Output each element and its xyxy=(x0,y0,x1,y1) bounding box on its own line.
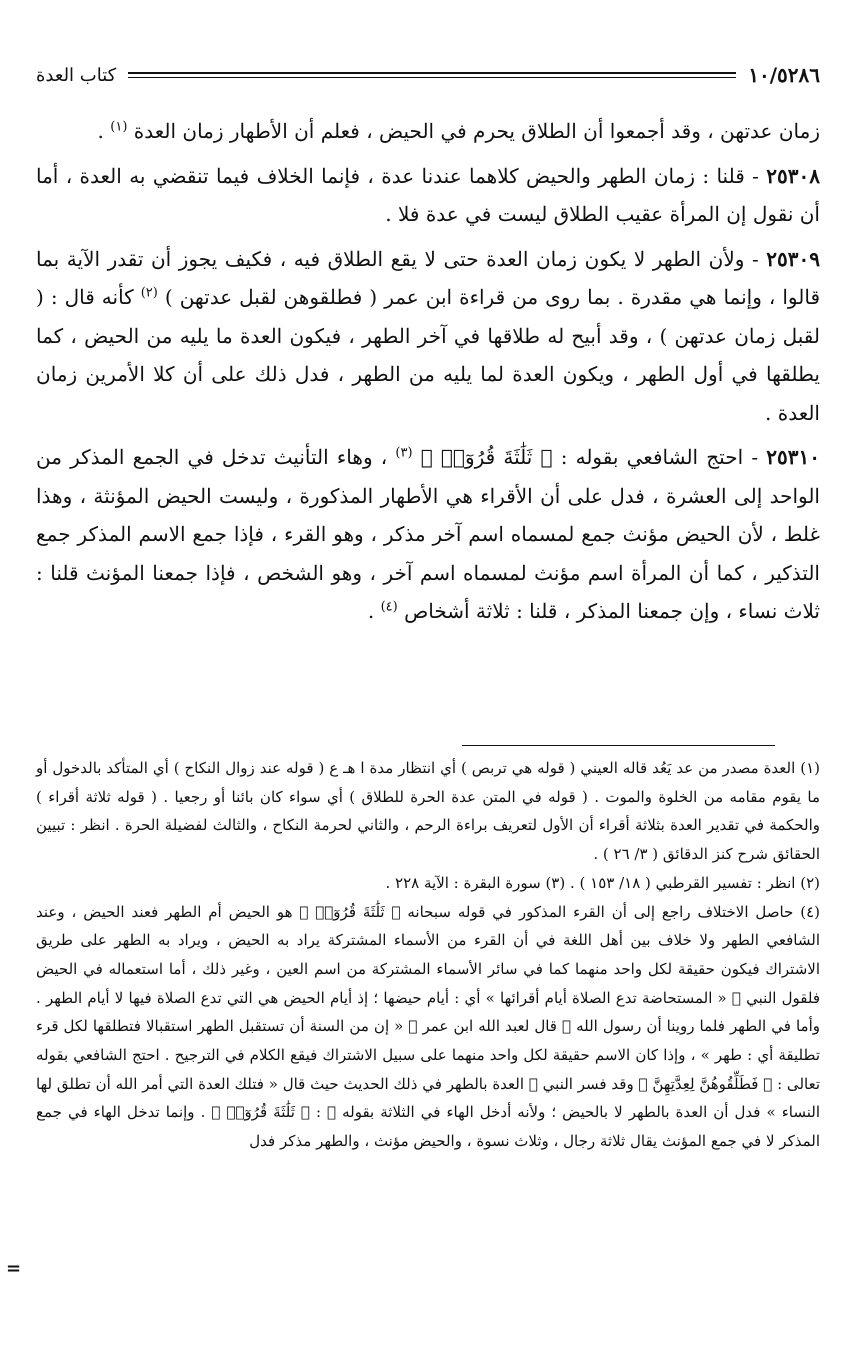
paragraph-number: ٢٥٣١٠ xyxy=(766,445,820,469)
paragraph xyxy=(36,157,820,234)
main-text xyxy=(36,112,820,637)
page-number: ١٠/٥٢٨٦ xyxy=(748,63,820,87)
footnotes xyxy=(36,754,820,1156)
paragraph-tail: ، وهاء التأنيث تدخل في الجمع المذكر من الواحد إلى العشرة ، فدل على أن الأقراء هي الأطهار المذكورة ، وليست الحيض المؤنثة ، وهذا غلط ، لأن الحيض مؤنث جمع لمسماه اسم آخر مذكر ، وهو القرء ، فإذا جمع الاسم المذكر جمع التذكير ، كما أن المرأة اسم مؤنث لمسماه اسم آخر ، وهو الشخص ، فإذا جمعنا المؤنث قلنا : ثلاث نساء ، وإن جمعنا المذكر ، قلنا : ثلاثة أشخاص xyxy=(36,445,821,623)
paragraph-text: زمان عدتهن ، وقد أجمعوا أن الطلاق يحرم في الحيض ، فعلم أن الأطهار زمان العدة xyxy=(133,119,820,143)
footnote: (٤) حاصل الاختلاف راجع إلى أن القرء المذكور في قوله سبحانه ﴿ ثَلَٰثَةَ قُرُوٓءٖ ﴾ هو الحيض أم الطهر فعند الحيض ، وعند الشافعي الطهر ولا خلاف بين أهل اللغة في أن القرء من الأسماء المشتركة يراد به الحيض ، ويراد به الطهر على طريق الاشتراك فيكون حقيقة لكل واحد منهما كما في سائر الأسماء المشتركة من اسم العين ، وغير ذلك ، أما استعماله في الحيض فلقول النبي ﷺ « المستحاضة تدع الصلاة أيام أقرائها » أي : أيام حيضها ؛ إذ أيام الحيض هي التي تدع الصلاة فيها لا أيام الطهر . وأما في الطهر فلما روينا أن رسول الله ﷺ قال لعبد الله ابن عمر ﷺ « إن من السنة أن تستقبل الطهر استقبالا فتطلقها لكل قرء تطليقة أي : طهر » ، وإذا كان الاسم حقيقة لكل واحد منهما على سبيل الاشتراك فيقع الكلام في الترجيح . احتج الشافعي بقوله تعالى : ﴿ فَطَلِّقُوهُنَّ لِعِدَّتِهِنَّ ﴾ وقد فسر النبي ﷺ العدة بالطهر في ذلك الحديث حيث قال « فتلك العدة التي أمر الله أن تطلق لها النساء » فدل أن العدة بالطهر لا بالحيض ؛ ولأنه أدخل الهاء في الثلاثة بقوله ﷺ : ﴿ ثَلَٰثَةَ قُرُوٓءٖ ﴾ . وإنما تدخل الهاء في جمع المذكر لا في جمع المؤنث يقال ثلاثة رجال ، وثلاث نسوة ، والحيض مؤنث ، والطهر مذكر فدل xyxy=(36,902,821,1151)
header-rule xyxy=(128,72,736,78)
paragraph-text: - قلنا : زمان الطهر والحيض كلاهما عندنا عدة ، فإنما الخلاف فيما تنقضي به العدة ، أما أن نقول إن المرأة عقيب الطلاق ليست في عدة فلا . xyxy=(36,163,820,226)
paragraph xyxy=(36,240,820,433)
footnote: (٢) انظر : تفسير القرطبي ( ١٨/ ١٥٣ ) . (٣) سورة البقرة : الآية ٢٢٨ . xyxy=(385,873,820,892)
paragraph-tail: كأنه قال : ( لقبل زمان عدتهن ) ، وقد أبيح له طلاقها في آخر الطهر ، فيكون العدة ما يليه من الحيض ، كما يطلقها في أول الطهر ، ويكون العدة لما يليه من الطهر ، فدل ذلك على أن كلا الأمرين زمان العدة . xyxy=(36,285,820,425)
continuation-mark: = xyxy=(6,1258,22,1279)
footnote-ref: (١) xyxy=(110,119,128,135)
paragraph-number: ٢٥٣٠٨ xyxy=(766,163,820,188)
paragraph-tail: . xyxy=(97,119,111,143)
footnote-ref: (٣) xyxy=(395,445,413,461)
footnote-separator xyxy=(462,745,775,746)
footnote: (١) العدة مصدر من عد يَعُد قاله العيني ( قوله هي تربص ) أي انتظار مدة ا هـ ع ( قوله عند زوال النكاح ) أي المتأكد بالدخول أو ما يقوم مقامه من الخلوة والموت . ( قوله في المتن عدة الحرة للطلاق ) أي سواء كان بائنا أو رجعيا . ( قوله ثلاثة أقراء ) والحكمة في تقدير العدة بثلاثة أقراء أن الأول لتعريف براءة الرحم ، والثاني لحرمة النكاح ، والثالث لفضيلة الحرة . انظر : تبيين الحقائق شرح كنز الدقائق ( ٣/ ٢٦ ) . xyxy=(36,759,820,864)
book-title: كتاب العدة xyxy=(36,64,117,86)
paragraph xyxy=(36,112,820,151)
paragraph-number: ٢٥٣٠٩ xyxy=(766,246,820,271)
paragraph-tail: . xyxy=(367,599,381,623)
footnote-ref: (٢) xyxy=(140,285,158,301)
paragraph xyxy=(36,438,820,631)
footnote-ref: (٤) xyxy=(380,599,398,615)
paragraph-text: - احتج الشافعي بقوله : ﴿ ثَلَٰثَةَ قُرُوٓءٖ ﴾ xyxy=(420,445,767,469)
paragraph-text: - ولأن الطهر لا يكون زمان العدة حتى لا يقع الطلاق فيه ، فكيف يجوز أن تقدر الآية بما قالوا ، وإنما هي مقدرة . بما روى من قراءة ابن عمر ( فطلقوهن لقبل عدتهن ) xyxy=(36,246,821,309)
page-header xyxy=(36,58,820,92)
